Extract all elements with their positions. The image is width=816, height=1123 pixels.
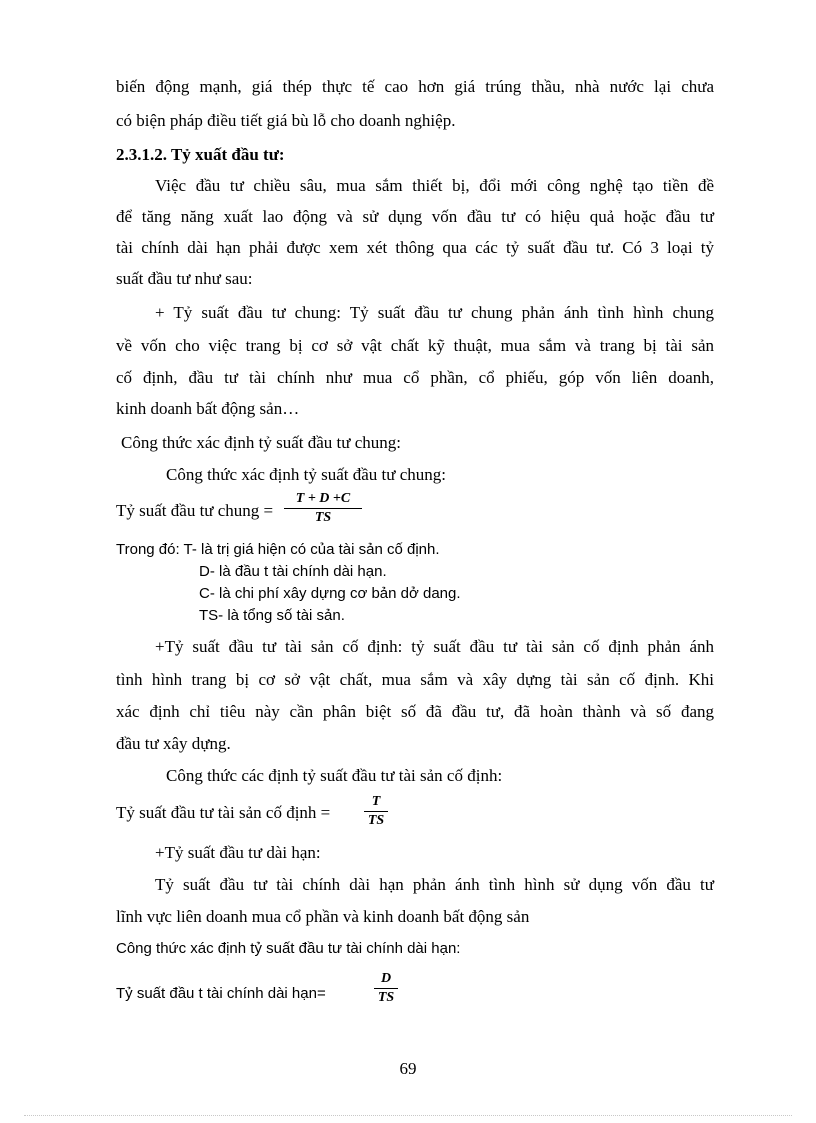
section-heading: 2.3.1.2. Tỷ xuất đầu tư:: [116, 145, 285, 164]
formula-caption: Công thức xác định tỷ suất đầu tư tài chính dài hạn:: [116, 940, 461, 957]
paragraph-line: Việc đầu tư chiều sâu, mua sắm thiết bị, đổi mới công nghệ tạo tiền đề: [155, 176, 714, 195]
paragraph-line: tình hình trang bị cơ sở vật chất, mua sắm và xây dựng tài sản cố định. Khi: [116, 670, 714, 689]
paragraph-line: có biện pháp điều tiết giá bù lỗ cho doanh nghiệp.: [116, 111, 456, 130]
page-number: 69: [399, 1059, 417, 1078]
fraction-numerator: D: [380, 971, 392, 986]
formula-caption: Công thức các định tỷ suất đầu tư tài sản cố định:: [166, 766, 503, 785]
fraction-bar: [374, 988, 398, 989]
paragraph-line: + Tỷ suất đầu tư chung: Tỷ suất đầu tư chung phản ánh tình hình chung: [155, 303, 714, 322]
formula-label: Tỷ suất đầu t tài chính dài hạn=: [116, 985, 326, 1002]
paragraph-line: lĩnh vực liên doanh mua cổ phần và kinh doanh bất động sản: [116, 907, 530, 926]
fraction-bar: [364, 811, 388, 812]
footer-divider: [24, 1115, 792, 1116]
general-rate-fraction: [284, 491, 362, 526]
paragraph-line: đầu tư xây dựng.: [116, 734, 231, 753]
fraction-denominator: TS: [377, 990, 395, 1005]
paragraph-line: tài chính dài hạn phải được xem xét thông qua các tỷ suất đầu tư. Có 3 loại tỷ: [116, 238, 714, 257]
definition-line: C- là chi phí xây dựng cơ bản dở dang.: [199, 585, 461, 602]
definition-line: D- là đầu t tài chính dài hạn.: [199, 563, 387, 580]
formula-caption: Công thức xác định tỷ suất đầu tư chung:: [166, 465, 446, 484]
fraction-numerator: T + D +C: [295, 491, 351, 506]
paragraph-line: để tăng năng xuất lao động và sử dụng vốn đầu tư có hiệu quả hoặc đầu tư: [116, 207, 714, 226]
long-term-rate-fraction: [374, 971, 398, 1006]
paragraph-line: cố định, đầu tư tài chính như mua cổ phần, cổ phiếu, góp vốn liên doanh,: [116, 368, 714, 387]
fraction-numerator: T: [371, 794, 381, 809]
fraction-bar: [284, 508, 362, 509]
definition-line: Trong đó: T- là trị giá hiện có của tài sản cố định.: [116, 541, 440, 558]
paragraph-line: kinh doanh bất động sản…: [116, 399, 300, 418]
paragraph-line: biến động mạnh, giá thép thực tế cao hơn giá trúng thầu, nhà nước lại chưa: [116, 77, 714, 96]
formula-label: Tỷ suất đầu tư tài sản cố định =: [116, 803, 331, 822]
paragraph-line: về vốn cho việc trang bị cơ sở vật chất kỹ thuật, mua sắm và trang bị tài sản: [116, 336, 714, 355]
formula-caption: Công thức xác định tỷ suất đầu tư chung:: [121, 433, 401, 452]
definition-line: TS- là tổng số tài sản.: [199, 607, 345, 624]
fixed-assets-rate-fraction: [364, 794, 388, 829]
paragraph-line: +Tỷ suất đầu tư dài hạn:: [155, 843, 321, 862]
paragraph-line: Tỷ suất đầu tư tài chính dài hạn phản ánh tình hình sử dụng vốn đầu tư: [155, 875, 714, 894]
formula-label: Tỷ suất đầu tư chung =: [116, 501, 274, 520]
paragraph-line: suất đầu tư như sau:: [116, 269, 253, 288]
paragraph-line: xác định chỉ tiêu này cần phân biệt số đã đầu tư, đã hoàn thành và số đang: [116, 702, 714, 721]
fraction-denominator: TS: [367, 813, 385, 828]
fraction-denominator: TS: [314, 510, 332, 525]
paragraph-line: +Tỷ suất đầu tư tài sản cố định: tỷ suất đầu tư tài sản cố định phản ánh: [155, 637, 714, 656]
